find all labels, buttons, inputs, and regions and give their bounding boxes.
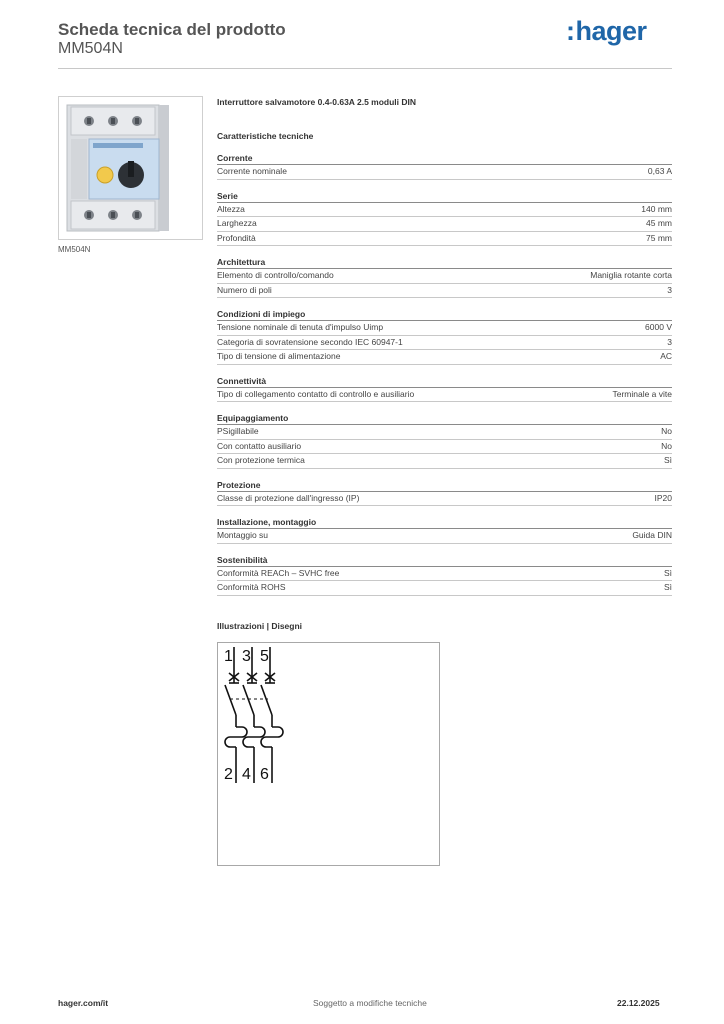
spec-row [217,165,672,180]
spec-group-title: Corrente [217,152,672,165]
footer-notice: Soggetto a modifiche tecniche [313,998,427,1008]
spec-value: Sì [663,455,672,465]
terminal-top-1: 1 [224,647,233,665]
spec-label: Altezza [217,203,245,214]
spec-group [217,308,672,365]
spec-label: Classe di protezione dall'ingresso (IP) [217,492,360,503]
spec-row [217,284,672,299]
spec-value: 140 mm [641,203,672,214]
spec-group [217,516,672,544]
hager-logo: :hager [566,16,647,46]
spec-group [217,554,672,596]
spec-label: Profondità [217,232,256,243]
product-image-caption: MM504N [58,245,91,254]
spec-label: Categoria di sovratensione secondo IEC 60947-1 [217,336,403,347]
page-title: Scheda tecnica del prodotto [58,20,286,39]
spec-row [217,581,672,596]
spec-group [217,375,672,403]
spec-group [217,256,672,298]
spec-row [217,567,672,582]
terminal-bottom-4: 4 [242,765,251,783]
spec-row [217,336,672,351]
spec-group-title: Sostenibilità [217,554,672,567]
spec-value: Sì [663,567,672,578]
product-code-heading: MM504N [58,40,123,57]
spec-value: 45 mm [646,218,672,228]
product-image [58,96,203,240]
spec-value: AC [660,351,672,361]
spec-content [217,96,672,866]
spec-label: Montaggio su [217,530,269,540]
footer-date: 22.12.2025 [617,998,660,1008]
spec-group [217,152,672,180]
spec-value: 3 [667,336,672,347]
spec-label: Corrente nominale [217,166,287,176]
spec-row [217,269,672,284]
spec-row [217,440,672,455]
spec-value: No [661,426,672,436]
spec-label: Numero di poli [217,284,272,295]
spec-value: 75 mm [646,232,672,243]
illustrations-heading: Illustrazioni | Disegni [217,620,303,631]
terminal-bottom-2: 2 [224,765,233,783]
spec-value: Guida DIN [632,530,672,540]
spec-row [217,388,672,403]
spec-label: Tipo di collegamento contatto di controllo e ausiliario [217,388,415,399]
wiring-diagram [217,642,440,866]
spec-value: 0,63 A [647,166,672,176]
spec-group [217,479,672,507]
header-divider [58,68,672,69]
spec-value: No [661,440,672,451]
spec-row [217,217,672,232]
spec-group [217,412,672,469]
terminal-top-5: 5 [260,647,269,665]
spec-row [217,425,672,440]
spec-row [217,492,672,507]
terminal-top-3: 3 [242,647,251,665]
spec-group-title: Protezione [217,479,672,492]
motor-breaker-drawing [59,97,202,239]
spec-label: Con protezione termica [217,455,305,465]
spec-label: Larghezza [217,218,257,228]
spec-group [217,190,672,247]
spec-label: PSigillabile [217,426,259,436]
spec-group-title: Installazione, montaggio [217,516,672,529]
spec-label: Conformità ROHS [217,582,286,592]
spec-group-title: Condizioni di impiego [217,308,672,321]
spec-row [217,232,672,247]
spec-group-title: Equipaggiamento [217,412,672,425]
spec-value: 6000 V [645,322,672,332]
spec-group-title: Architettura [217,256,672,269]
spec-value: Terminale a vite [612,388,672,399]
product-description: Interruttore salvamotore 0.4-0.63A 2.5 moduli DIN [217,97,417,107]
spec-groups [217,152,672,596]
spec-row [217,350,672,365]
pole-symbols [225,647,283,783]
spec-value: 3 [667,284,672,295]
spec-value: Maniglia rotante corta [590,270,672,280]
spec-label: Con contatto ausiliario [217,440,302,451]
spec-value: Sì [663,582,672,592]
spec-label: Tipo di tensione di alimentazione [217,351,341,361]
spec-row [217,454,672,469]
spec-label: Elemento di controllo/comando [217,270,334,280]
spec-row [217,203,672,218]
wiring-diagram-svg [218,643,439,865]
spec-row [217,529,672,544]
footer-website[interactable]: hager.com/it [58,998,109,1008]
terminal-bottom-6: 6 [260,765,269,783]
spec-group-title: Connettività [217,375,672,388]
spec-label: Tensione nominale di tenuta d'impulso Uimp [217,322,384,332]
spec-row [217,321,672,336]
spec-group-title: Serie [217,190,672,203]
spec-value: IP20 [654,492,672,503]
spec-label: Conformità REACh – SVHC free [217,567,340,578]
characteristics-heading: Caratteristiche tecniche [217,131,314,141]
